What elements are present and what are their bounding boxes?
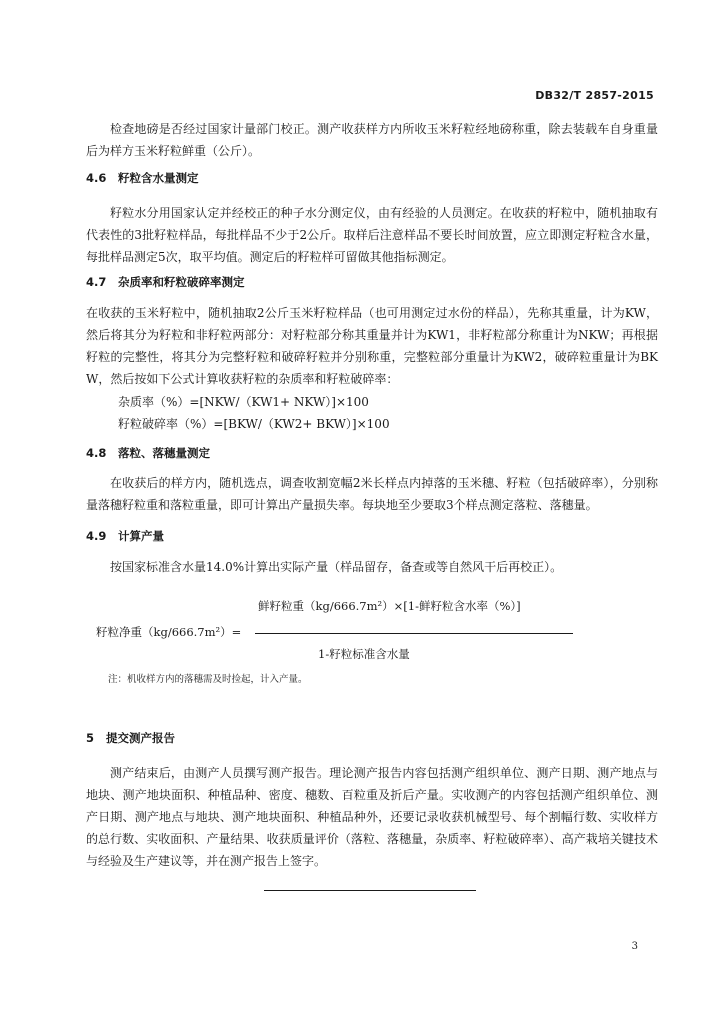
section-body-4-9: 按国家标准含水量14.0%计算出实际产量（样品留存，备查或等自然风干后再校正）。 bbox=[110, 560, 563, 574]
intro-paragraph: 检查地磅是否经过国家计量部门校正。测产收获样方内所收玉米籽粒经地磅称重，除去装载车自身重量后为样方玉米籽粒鲜重（公斤）。 bbox=[86, 122, 658, 158]
section-number: 4.7 bbox=[86, 275, 107, 289]
breakage-formula: 籽粒破碎率（%）=[BKW/（KW2+ BKW）]×100 bbox=[118, 417, 390, 431]
formula-lhs: 籽粒净重（kg/666.7m²）= bbox=[96, 625, 242, 639]
section-title: 提交测产报告 bbox=[106, 731, 175, 745]
formula-note: 注：机收样方内的落穗需及时捡起，计入产量。 bbox=[108, 674, 308, 685]
section-title: 计算产量 bbox=[118, 529, 164, 543]
section-body-4-8: 在收获后的样方内，随机选点，调查收割宽幅2米长样点内掉落的玉米穗、籽粒（包括破碎率），分别称量落穗籽粒重和落粒重量，即可计算出产量损失率。每块地至少要取3个样点测定落粒、落穗量。 bbox=[86, 476, 658, 512]
section-number: 4.8 bbox=[86, 446, 107, 460]
section-body-5: 测产结束后，由测产人员撰写测产报告。理论测产报告内容包括测产组织单位、测产日期、测产地点与地块、测产地块面积、种植品种、密度、穗数、百粒重及折后产量。实收测产的内容包括测产组织单位、测产日期、测产地点与地块、测产地块面积、种植品种外，还要记录收获机械型号、每个割幅行数、实收样方的总行数、实收面积、产量结果、收获质量评价（落粒、落穗量，杂质率、籽粒破碎率）、高产栽培关键技术与经验及生产建议等，并在测产报告上签字。 bbox=[86, 766, 658, 868]
section-number: 4.6 bbox=[86, 171, 107, 185]
fraction-bar bbox=[255, 633, 573, 634]
formula-numerator: 鲜籽粒重（kg/666.7m²）×[1-鲜籽粒含水率（%）] bbox=[258, 599, 521, 613]
section-title: 落粒、落穗量测定 bbox=[118, 446, 210, 460]
page-number: 3 bbox=[631, 941, 638, 952]
section-body-4-7: 在收获的玉米籽粒中，随机抽取2公斤玉米籽粒样品（也可用测定过水份的样品），先称其重量，计为KW，然后将其分为籽粒和非籽粒两部分：对籽粒部分称其重量并计为KW1，非籽粒部分称重计为NKW；再根据籽粒的完整性，将其分为完整籽粒和破碎籽粒并分别称重，完整粒部分重量计为KW2，破碎粒重量计为BKW，然后按如下公式计算收获籽粒的杂质率和籽粒破碎率： bbox=[86, 306, 658, 386]
section-number: 5 bbox=[86, 731, 95, 745]
section-heading-4-8 bbox=[86, 445, 210, 461]
impurity-formula: 杂质率（%）=[NKW/（KW1+ NKW）]×100 bbox=[118, 395, 369, 409]
section-heading-4-7 bbox=[86, 274, 245, 290]
standard-code: DB32/T 2857-2015 bbox=[535, 89, 654, 102]
end-rule bbox=[264, 890, 476, 891]
formula-denominator: 1-籽粒标准含水量 bbox=[318, 647, 410, 661]
section-number: 4.9 bbox=[86, 529, 107, 543]
section-heading-5 bbox=[86, 730, 175, 746]
section-title: 籽粒含水量测定 bbox=[118, 171, 199, 185]
section-title: 杂质率和籽粒破碎率测定 bbox=[118, 275, 245, 289]
section-heading-4-6 bbox=[86, 170, 199, 186]
section-heading-4-9 bbox=[86, 528, 164, 544]
section-body-4-6: 籽粒水分用国家认定并经校正的种子水分测定仪，由有经验的人员测定。在收获的籽粒中，随机抽取有代表性的3批籽粒样品，每批样品不少于2公斤。取样后注意样品不要长时间放置，应立即测定籽粒含水量，每批样品测定5次，取平均值。测定后的籽粒样可留做其他指标测定。 bbox=[86, 206, 658, 264]
